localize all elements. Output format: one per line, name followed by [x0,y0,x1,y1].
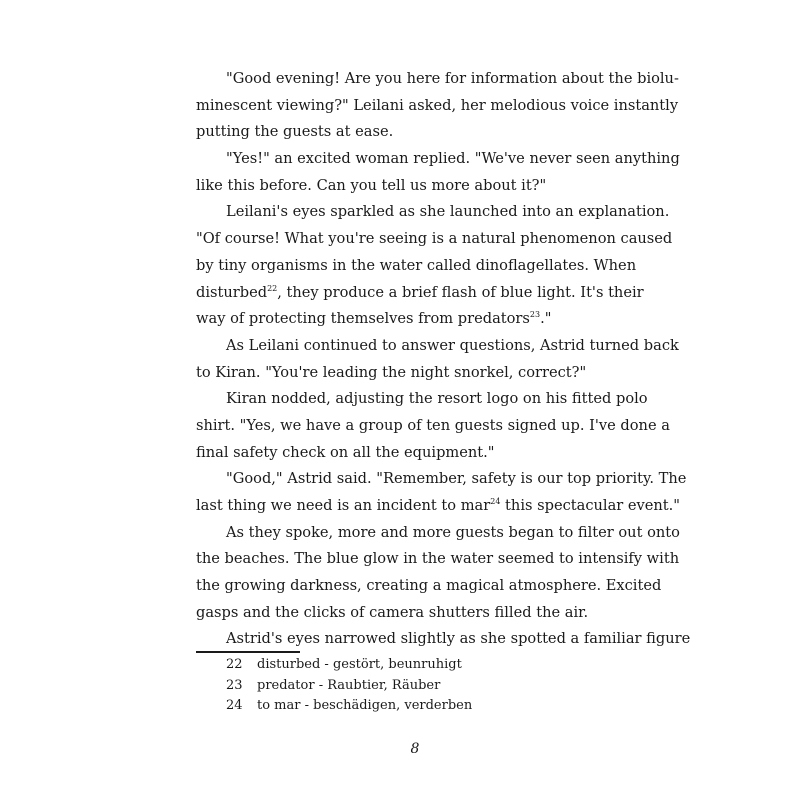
text-line [196,493,681,520]
footnote-ref-23: 23 [529,310,541,320]
text-line: to Kiran. "You're leading the night snorkel, correct?" [196,363,587,381]
text-line: final safety check on all the equipment." [196,443,495,461]
text-line: "Good evening! Are you here for information about the biolu- [226,70,679,87]
text-fragment: ." [540,310,552,328]
footnote-number: 22 [226,657,243,672]
footnote-item [226,655,472,676]
text-line: "Good," Astrid said. "Remember, safety is our top priority. The [226,470,687,488]
text-line: putting the guests at ease. [196,123,394,141]
footnote-item [226,696,472,717]
footnote-divider [196,651,300,653]
text-line: Leilani's eyes sparkled as she launched into an explanation. [226,203,670,221]
footnote-text: disturbed - gestört, beunruhigt [257,657,462,672]
text-line: shirt. "Yes, we have a group of ten guests signed up. I've done a [196,416,670,434]
text-line: "Of course! What you're seeing is a natural phenomenon caused [196,230,673,248]
footnotes [226,655,472,717]
text-fragment: way of protecting themselves from predators [196,310,530,328]
text-line: "Yes!" an excited woman replied. "We've never seen anything [226,150,680,168]
footnote-text: to mar - beschädigen, verderben [257,698,473,713]
footnote-ref-22: 22 [267,283,278,293]
body-text [196,66,691,653]
text-line: like this before. Can you tell us more about it?" [196,176,547,194]
text-fragment: this spectacular event." [500,497,681,514]
page-number: 8 [410,741,420,757]
text-line: As Leilani continued to answer questions, Astrid turned back [226,336,679,354]
text-line: by tiny organisms in the water called dinoflagellates. When [196,256,637,274]
text-fragment: , they produce a brief flash of blue light. It's their [277,283,644,301]
text-fragment: disturbed [196,283,268,301]
footnote-number: 24 [226,698,243,713]
text-line: minescent viewing?" Leilani asked, her melodious voice instantly [196,96,679,114]
text-line [196,306,614,333]
text-line [196,280,644,307]
text-line: Kiran nodded, adjusting the resort logo on his fitted polo [226,390,648,408]
text-line: gasps and the clicks of camera shutters filled the air. [196,603,589,621]
text-line: Astrid's eyes narrowed slightly as she spotted a familiar figure [226,630,691,648]
footnote-number: 23 [226,677,243,693]
text-line: As they spoke, more and more guests began to filter out onto [226,523,680,541]
text-line: the growing darkness, creating a magical atmosphere. Excited [196,577,662,595]
text-line: the beaches. The blue glow in the water seemed to intensify with [196,550,680,568]
footnote-ref-24: 24 [490,497,501,506]
text-fragment: last thing we need is an incident to mar [196,497,491,514]
footnote-text: predator - Raubtier, Räuber [257,677,441,693]
footnote-item [226,676,472,697]
